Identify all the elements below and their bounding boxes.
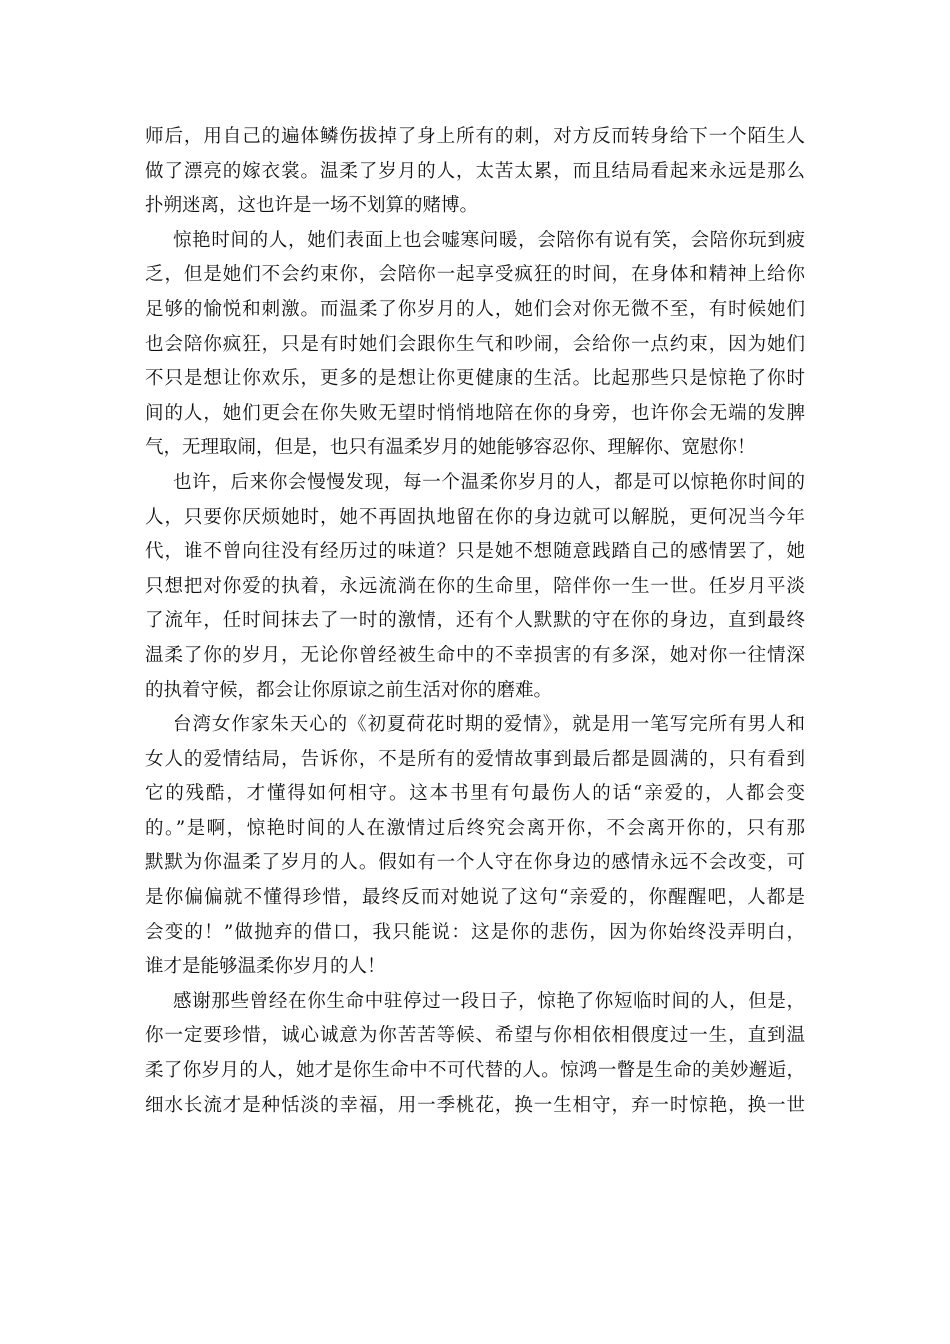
text-line: 你一定要珍惜，诚心诚意为你苦苦等候、希望与你相依相偎度过一生，直到温	[145, 1025, 805, 1047]
text-line: 扑朔迷离，这也许是一场不划算的赌博。	[145, 195, 479, 217]
text-line: 谁才是能够温柔你岁月的人！	[145, 956, 386, 978]
text-line: 台湾女作家朱天心的《初夏荷花时期的爱情》，就是用一笔写完所有男人和	[173, 714, 805, 736]
text-line: 的执着守候，都会让你原谅之前生活对你的磨难。	[145, 679, 553, 701]
text-line: 温柔了你的岁月，无论你曾经被生命中的不幸损害的有多深，她对你一往情深	[145, 644, 805, 666]
paragraph	[145, 708, 805, 985]
text-line: 也许，后来你会慢慢发现，每一个温柔你岁月的人，都是可以惊艳你时间的	[173, 471, 805, 493]
text-line: 只想把对你爱的执着，永远流淌在你的生命里，陪伴你一生一世。任岁月平淡	[145, 575, 805, 597]
text-line: 柔了你岁月的人，她才是你生命中不可代替的人。惊鸿一瞥是生命的美妙邂逅，	[145, 1060, 805, 1082]
document-body	[145, 120, 805, 1123]
paragraph	[145, 985, 805, 1123]
text-line: 师后，用自己的遍体鳞伤拔掉了身上所有的刺，对方反而转身给下一个陌生人	[145, 126, 805, 147]
text-line: 人，只要你厌烦她时，她不再固执地留在你的身边就可以解脱，更何况当今年	[145, 506, 805, 528]
text-line: 气，无理取闹，但是，也只有温柔岁月的她能够容忍你、理解你、宽慰你！	[145, 437, 756, 459]
text-line: 的。”是啊，惊艳时间的人在激情过后终究会离开你，不会离开你的，只有那	[145, 817, 805, 839]
text-line: 乏，但是她们不会约束你，会陪你一起享受疯狂的时间，在身体和精神上给你	[145, 264, 805, 286]
paragraph	[145, 120, 805, 224]
text-line: 默默为你温柔了岁月的人。假如有一个人守在你身边的感情永远不会改变，可	[145, 852, 805, 874]
text-line: 了流年，任时间抹去了一时的激情，还有个人默默的守在你的身边，直到最终	[145, 610, 805, 632]
text-line: 足够的愉悦和刺激。而温柔了你岁月的人，她们会对你无微不至，有时候她们	[145, 298, 805, 320]
text-line: 细水长流才是种恬淡的幸福，用一季桃花，换一生相守，弃一时惊艳，换一世	[145, 1094, 805, 1116]
text-line: 惊艳时间的人，她们表面上也会嘘寒问暖，会陪你有说有笑，会陪你玩到疲	[173, 229, 805, 251]
text-line: 做了漂亮的嫁衣裳。温柔了岁月的人，太苦太累，而且结局看起来永远是那么	[145, 160, 805, 182]
text-line: 间的人，她们更会在你失败无望时悄悄地陪在你的身旁，也许你会无端的发脾	[145, 402, 805, 424]
text-line: 不只是想让你欢乐，更多的是想让你更健康的生活。比起那些只是惊艳了你时	[145, 368, 805, 390]
text-line: 感谢那些曾经在你生命中驻停过一段日子，惊艳了你短临时间的人，但是，	[173, 990, 805, 1012]
text-line: 是你偏偏就不懂得珍惜，最终反而对她说了这句“亲爱的，你醒醒吧，人都是	[145, 887, 805, 909]
text-line: 会变的！”做抛弃的借口，我只能说：这是你的悲伤，因为你始终没弄明白，	[145, 921, 805, 943]
paragraph	[145, 224, 805, 466]
paragraph	[145, 466, 805, 708]
text-line: 也会陪你疯狂，只是有时她们会跟你生气和吵闹，会给你一点约束，因为她们	[145, 333, 805, 355]
text-line: 女人的爱情结局，告诉你，不是所有的爱情故事到最后都是圆满的，只有看到	[145, 748, 805, 770]
text-line: 代，谁不曾向往没有经历过的味道？只是她不想随意践踏自己的感情罢了，她	[145, 541, 805, 563]
text-line: 它的残酷，才懂得如何相守。这本书里有句最伤人的话“亲爱的，人都会变	[145, 783, 805, 805]
